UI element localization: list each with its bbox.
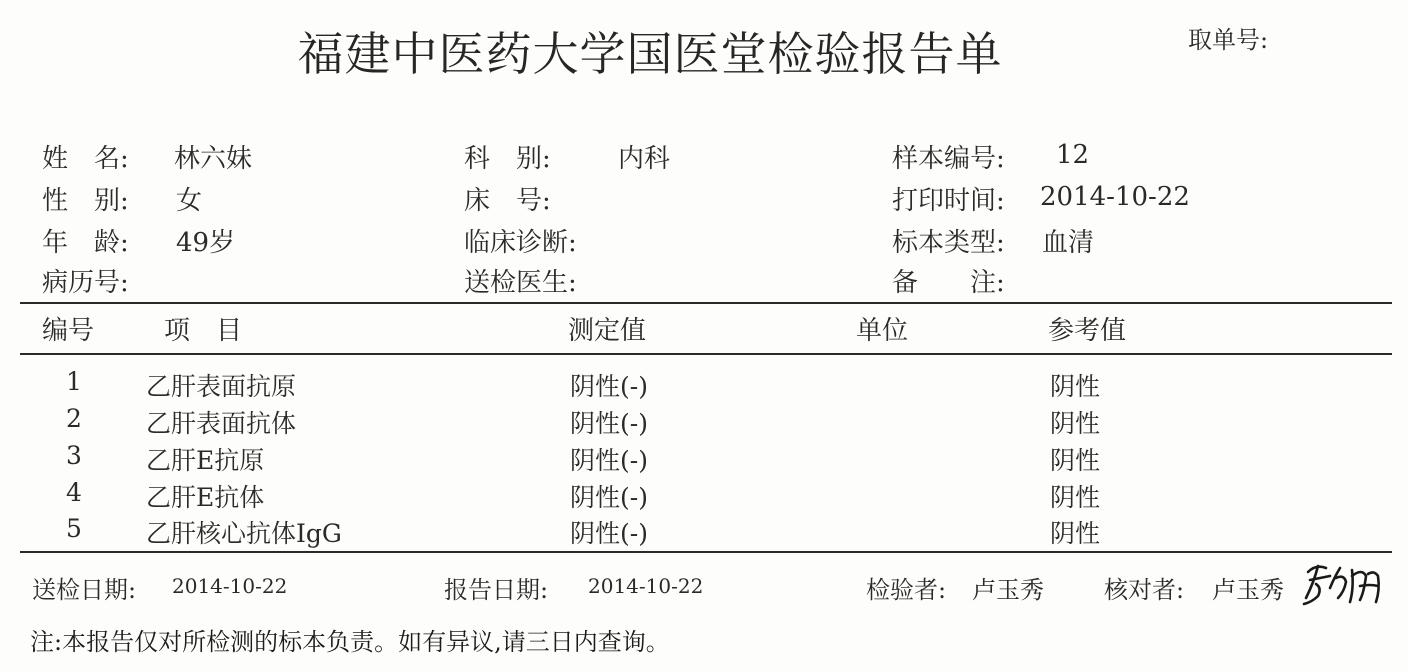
row-item: 乙肝表面抗体 <box>146 409 297 438</box>
header-top-rule <box>20 302 1392 304</box>
col-header-unit: 单位 <box>856 316 909 346</box>
checker-name: 卢玉秀 <box>1212 576 1284 604</box>
row-number: 1 <box>66 367 82 396</box>
report-title: 福建中医药大学国医堂检验报告单 <box>297 27 1003 81</box>
gender-value: 女 <box>176 186 203 216</box>
col-header-value: 测定值 <box>568 316 647 346</box>
remark-label: 备 注: <box>892 268 1005 298</box>
row-number: 5 <box>66 514 82 543</box>
col-header-item: 项 目 <box>164 316 243 346</box>
submit-date-value: 2014-10-22 <box>172 574 288 598</box>
bed-number-label: 床 号: <box>464 186 551 216</box>
row-reference: 阴性 <box>1050 519 1101 548</box>
report-date-value: 2014-10-22 <box>588 574 704 598</box>
row-value: 阴性(-) <box>570 483 648 512</box>
print-time-label: 打印时间: <box>892 186 1005 216</box>
row-reference: 阴性 <box>1050 446 1101 475</box>
inspector-name: 卢玉秀 <box>972 576 1044 604</box>
specimen-type-value: 血清 <box>1042 228 1095 258</box>
department-label: 科 别: <box>464 144 551 174</box>
department-value: 内科 <box>618 144 671 174</box>
pickup-number-label: 取单号: <box>1188 26 1269 54</box>
age-label: 年 龄: <box>42 228 129 258</box>
checker-label: 核对者: <box>1104 576 1185 604</box>
disclaimer-note: 注:本报告仅对所检测的标本负责。如有异议,请三日内查询。 <box>30 628 670 656</box>
row-reference: 阴性 <box>1050 372 1101 401</box>
col-header-reference: 参考值 <box>1048 316 1127 346</box>
row-value: 阴性(-) <box>570 409 648 438</box>
col-header-number: 编号 <box>42 316 95 346</box>
gender-label: 性 别: <box>42 186 129 216</box>
row-number: 4 <box>66 478 82 507</box>
row-number: 2 <box>66 404 82 433</box>
print-time-value: 2014-10-22 <box>1040 182 1190 212</box>
specimen-type-label: 标本类型: <box>892 228 1005 258</box>
row-value: 阴性(-) <box>570 446 648 475</box>
row-number: 3 <box>66 441 82 470</box>
row-reference: 阴性 <box>1050 409 1101 438</box>
row-value: 阴性(-) <box>570 372 648 401</box>
row-item: 乙肝E抗原 <box>146 446 265 475</box>
inspector-label: 检验者: <box>866 576 947 604</box>
row-reference: 阴性 <box>1050 483 1101 512</box>
row-value: 阴性(-) <box>570 519 648 548</box>
referring-doctor-label: 送检医生: <box>464 268 577 298</box>
table-bottom-rule <box>20 551 1392 553</box>
age-value: 49岁 <box>176 228 236 258</box>
sample-number-value: 12 <box>1056 140 1090 170</box>
clinical-diagnosis-label: 临床诊断: <box>464 228 577 258</box>
name-label: 姓 名: <box>42 144 129 174</box>
sample-number-label: 样本编号: <box>892 144 1005 174</box>
row-item: 乙肝表面抗原 <box>146 372 297 401</box>
record-number-label: 病历号: <box>42 268 129 298</box>
name-value: 林六妹 <box>174 144 253 174</box>
row-item: 乙肝核心抗体IgG <box>146 519 342 548</box>
report-date-label: 报告日期: <box>444 576 549 604</box>
submit-date-label: 送检日期: <box>32 576 137 604</box>
header-bottom-rule <box>20 353 1392 355</box>
handwritten-signature <box>1300 558 1390 610</box>
row-item: 乙肝E抗体 <box>146 483 265 512</box>
